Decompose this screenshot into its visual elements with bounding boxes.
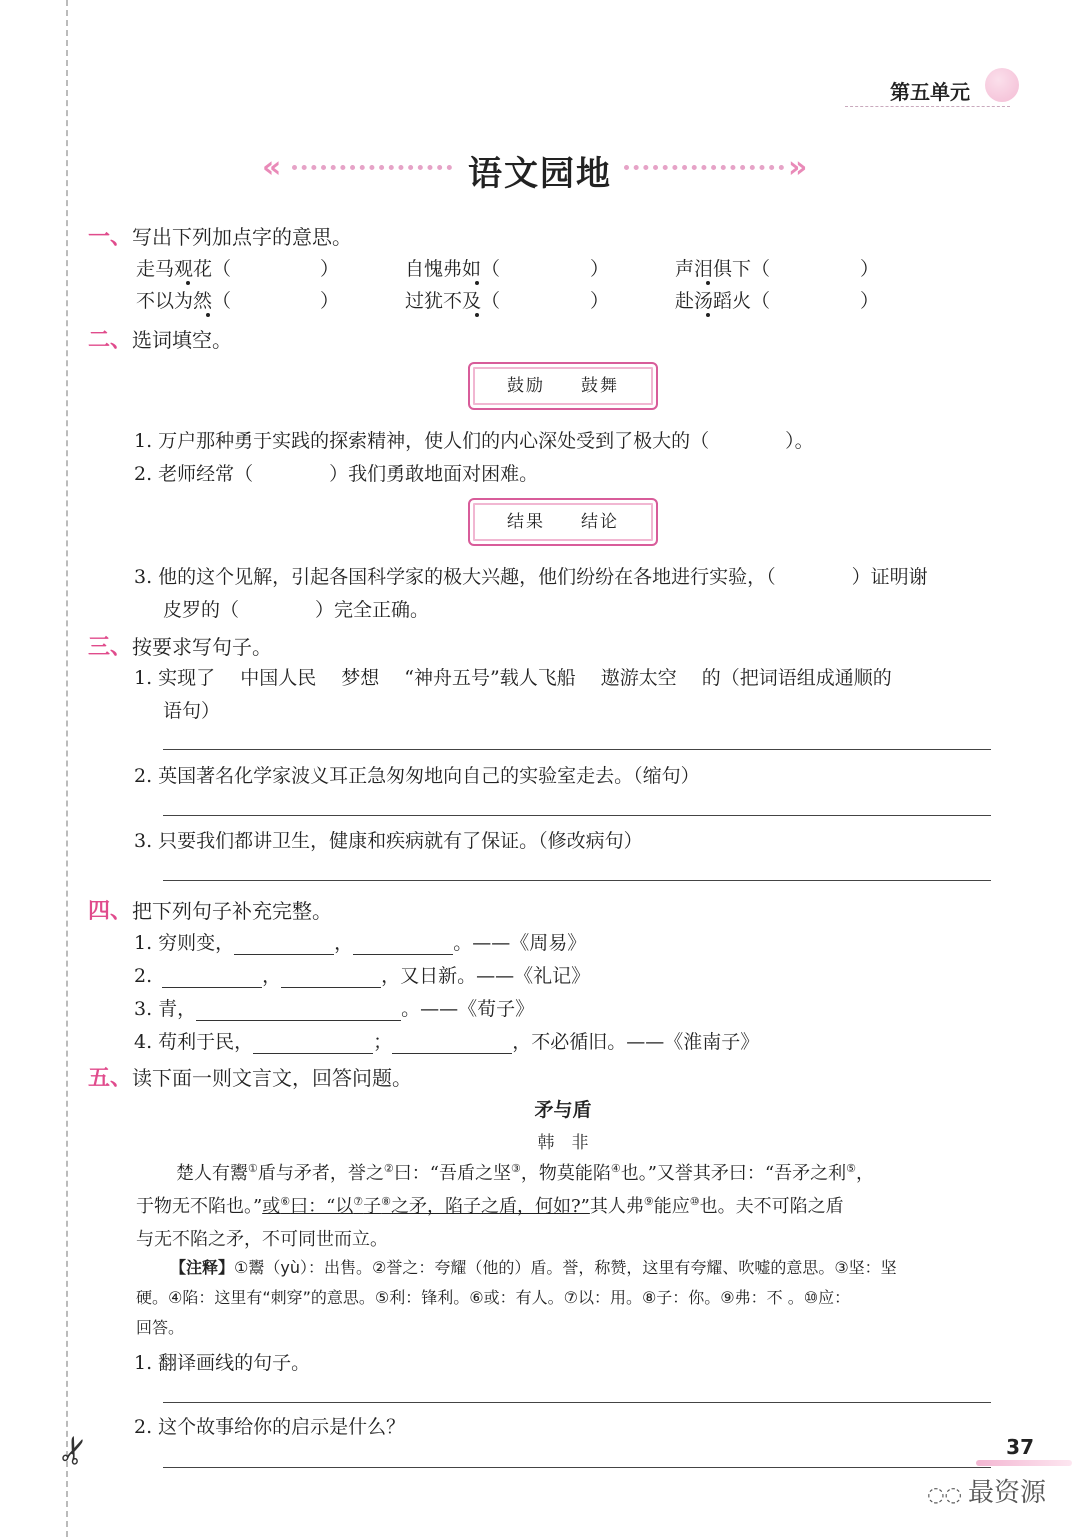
question: 3. 只要我们都讲卫生，健康和疾病就有了保证。（修改病句） bbox=[134, 830, 643, 852]
vocab-item: 走马观花（ bbox=[136, 258, 232, 280]
question: 1. 实现了 中国人民 梦想 “神舟五号”载人飞船 遨游太空 的（把词语组成通顺的 bbox=[134, 667, 892, 689]
bracket-close: ） bbox=[320, 258, 340, 280]
answer-line[interactable] bbox=[163, 1467, 991, 1468]
answer-line[interactable] bbox=[163, 880, 991, 881]
fill-blank[interactable] bbox=[234, 936, 334, 955]
emphasis-dot bbox=[706, 281, 710, 285]
answer-line[interactable] bbox=[163, 815, 991, 816]
fill-blank[interactable] bbox=[392, 1035, 512, 1054]
title-dots-right bbox=[624, 165, 784, 178]
emphasis-dot bbox=[475, 313, 479, 317]
page-number: 37 bbox=[1006, 1435, 1034, 1459]
vocab-item: 声泪俱下（ bbox=[675, 258, 771, 280]
fill-blank[interactable] bbox=[281, 969, 381, 988]
answer-line[interactable] bbox=[163, 749, 991, 750]
passage-text: 与无不陷之矛，不可同世而立。 bbox=[136, 1229, 388, 1250]
notes: 【注释】①鬻（yù）：出售。②誉之：夸耀（他的）盾。誉，称赞，这里有夸耀、吹嘘的意思。③坚：坚 bbox=[170, 1258, 897, 1277]
question: 2. 这个故事给你的启示是什么？ bbox=[134, 1416, 406, 1438]
vocab-item: 赴汤蹈火（ bbox=[675, 290, 771, 312]
watermark: ◌◌ 最资源 bbox=[927, 1478, 1046, 1508]
fill-sentence: 4. 苟利于民， ； ，不必循旧。——《淮南子》 bbox=[134, 1031, 760, 1053]
fill-sentence: 3. 青， 。——《荀子》 bbox=[134, 998, 535, 1020]
bracket-close: ） bbox=[590, 290, 610, 312]
word-option: 鼓舞 bbox=[581, 376, 619, 396]
emphasis-dot bbox=[475, 281, 479, 285]
question: 3. 他的这个见解，引起各国科学家的极大兴趣，他们纷纷在各地进行实验，（ ）证明谢 bbox=[134, 566, 928, 588]
fill-blank[interactable] bbox=[353, 936, 453, 955]
fill-sentence: 1. 穷则变， ， 。——《周易》 bbox=[134, 932, 587, 954]
passage-text: 楚人有鬻①盾与矛者，誉之②曰：“吾盾之坚③，物莫能陷④也。”又誉其矛曰：“吾矛之利⑤， bbox=[176, 1162, 874, 1184]
fill-sentence: 2. ， ，又日新。——《礼记》 bbox=[134, 965, 591, 987]
emphasis-dot bbox=[706, 313, 710, 317]
question-continuation: 皮罗的（ ）完全正确。 bbox=[163, 599, 430, 621]
unit-label: 第五单元 bbox=[890, 80, 970, 104]
unit-underline bbox=[845, 106, 1010, 107]
emphasis-dot bbox=[206, 313, 210, 317]
chevron-right-icon: » bbox=[788, 150, 808, 185]
word-option: 结果 bbox=[507, 512, 545, 532]
question: 2. 老师经常（ ）我们勇敢地面对困难。 bbox=[134, 463, 539, 485]
word-option: 结论 bbox=[581, 512, 619, 532]
fill-blank[interactable] bbox=[162, 969, 262, 988]
chevron-left-icon: « bbox=[262, 150, 282, 185]
cut-line bbox=[66, 0, 68, 1537]
section-1-heading: 一、写出下列加点字的意思。 bbox=[88, 225, 353, 250]
bracket-close: ） bbox=[860, 258, 880, 280]
vocab-item: 自愧弗如（ bbox=[405, 258, 501, 280]
section-5-heading: 五、读下面一则文言文，回答问题。 bbox=[88, 1066, 413, 1091]
section-2-heading: 二、选词填空。 bbox=[88, 328, 233, 353]
bracket-close: ） bbox=[590, 258, 610, 280]
fill-blank[interactable] bbox=[253, 1035, 373, 1054]
wechat-icon: ◌◌ bbox=[927, 1482, 962, 1506]
question-continuation: 语句） bbox=[163, 700, 221, 722]
bracket-close: ） bbox=[320, 290, 340, 312]
vocab-item: 过犹不及（ bbox=[405, 290, 501, 312]
word-option: 鼓励 bbox=[507, 376, 545, 396]
word-choice-box bbox=[468, 362, 658, 410]
vocab-item: 不以为然（ bbox=[136, 290, 232, 312]
passage-author: 韩 非 bbox=[537, 1133, 589, 1153]
question: 1. 万户那种勇于实践的探索精神，使人们的内心深处受到了极大的（ ）。 bbox=[134, 430, 814, 452]
word-choice-box bbox=[468, 498, 658, 546]
page-title: 语文园地 bbox=[468, 154, 612, 194]
passage-text: 于物无不陷也。”或⑥曰：“以⑦子⑧之矛，陷子之盾，何如?”其人弗⑨能应⑩也。夫不可陷之盾 bbox=[136, 1195, 844, 1217]
passage-title: 矛与盾 bbox=[534, 1099, 592, 1121]
section-3-heading: 三、按要求写句子。 bbox=[88, 635, 273, 660]
answer-line[interactable] bbox=[163, 1402, 991, 1403]
notes: 回答。 bbox=[136, 1318, 185, 1337]
question: 2. 英国著名化学家波义耳正急匆匆地向自己的实验室走去。（缩句） bbox=[134, 765, 700, 787]
bracket-close: ） bbox=[860, 290, 880, 312]
scissors-icon: ✂ bbox=[50, 1429, 100, 1472]
question: 1. 翻译画线的句子。 bbox=[134, 1352, 311, 1374]
emphasis-dot bbox=[186, 281, 190, 285]
page-number-bar bbox=[976, 1460, 1072, 1466]
flower-decoration-icon bbox=[985, 68, 1019, 102]
fill-blank[interactable] bbox=[196, 1002, 401, 1021]
notes: 硬。④陷：这里有“刺穿”的意思。⑤利：锋利。⑥或：有人。⑦以：用。⑧子：你。⑨弗：不 。⑩应： bbox=[136, 1288, 851, 1307]
section-4-heading: 四、把下列句子补充完整。 bbox=[88, 899, 333, 924]
